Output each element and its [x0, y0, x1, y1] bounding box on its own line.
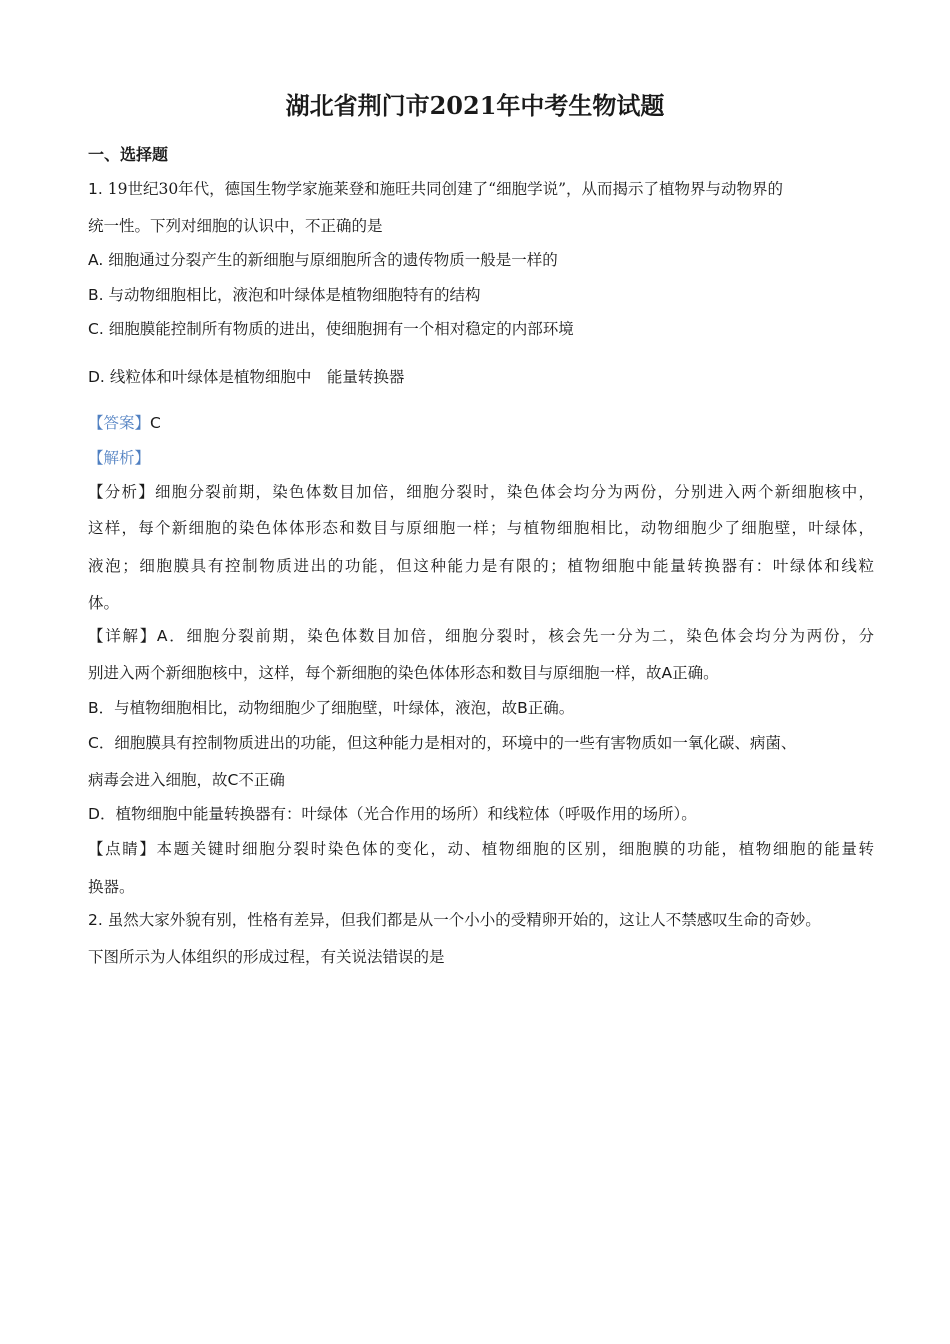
fenxi-line1 — [88, 481, 874, 503]
xiangjie-c-text1: ．细胞膜具有控制物质进出的功能，但这种能力是相对的，环境中的一些有害物质如一氧化碳、病菌、 — [98, 734, 797, 752]
xiangjie-a-letter: A — [156, 627, 168, 645]
q2-stem-line1 — [88, 909, 888, 931]
q1-stem-text1: 19世纪30年代，德国生物学家施莱登和施旺共同创建了“细胞学说”，从而揭示了植物界与动物界的 — [107, 180, 784, 198]
xiangjie-b-text: ．与植物细胞相比，动物细胞少了细胞壁，叶绿体，液泡，故 — [98, 699, 518, 717]
xiangjie-d-text: ．植物细胞中能量转换器有：叶绿体（光合作用的场所）和线粒体（呼吸作用的场所）。 — [99, 805, 697, 823]
fenxi-label: 【分析】 — [88, 483, 155, 501]
section-heading: 一、选择题 — [88, 145, 169, 164]
dianjing-line1 — [88, 838, 874, 860]
q2-stem-line2: 下图所示为人体组织的形成过程，有关说法错误的是 — [88, 948, 445, 966]
q2-stem-text1: 虽然大家外貌有别，性格有差异，但我们都是从一个小小的受精卵开始的，这让人不禁感叹生命的奇妙。 — [107, 911, 821, 929]
dianjing-label: 【点睛】 — [88, 840, 157, 858]
answer-label: 【答案】 — [88, 414, 151, 432]
xiangjie-c-text3: 不正确 — [238, 771, 285, 789]
xiangjie-label: 【详解】 — [88, 627, 157, 645]
xiangjie-d-letter: D — [88, 805, 100, 823]
option-text: 与动物细胞相比，液泡和叶绿体是植物细胞特有的结构 — [108, 286, 481, 304]
xiangjie-c-line2 — [88, 769, 888, 791]
xiangjie-d-line — [88, 803, 888, 825]
xiangjie-a-letter2: A — [661, 664, 673, 682]
xiangjie-b-letter2: B — [517, 699, 528, 717]
q1-number: 1. — [88, 180, 103, 198]
q1-option-d — [88, 366, 888, 388]
fenxi-line4: 体。 — [88, 594, 120, 612]
xiangjie-c-text2: 病毒会进入细胞，故 — [88, 771, 228, 789]
option-letter: A. — [88, 251, 104, 269]
option-letter: D. — [88, 368, 105, 386]
xiangjie-c-letter2: C — [227, 771, 239, 789]
xiangjie-line2 — [88, 662, 888, 684]
answer-line — [88, 412, 888, 434]
xiangjie-b-text2: 正确。 — [527, 699, 575, 717]
fenxi-line3: 液泡；细胞膜具有控制物质进出的功能，但这种能力是有限的；植物细胞中能量转换器有：叶绿体和线粒 — [88, 557, 874, 575]
q1-option-b — [88, 284, 888, 306]
xiangjie-line1 — [88, 625, 874, 647]
fenxi-text1: 细胞分裂前期，染色体数目加倍，细胞分裂时，染色体会均分为两份，分别进入两个新细胞核中， — [155, 483, 874, 501]
q1-option-c — [88, 318, 888, 340]
fenxi-line2: 这样，每个新细胞的染色体体形态和数目与原细胞一样；与植物细胞相比，动物细胞少了细胞壁，叶绿体， — [88, 519, 874, 537]
dianjing-line2: 换器。 — [88, 878, 135, 896]
xiangjie-a-text1: ．细胞分裂前期，染色体数目加倍，细胞分裂时，核会先一分为二，染色体会均分为两份，分 — [167, 627, 874, 645]
q1-stem-line2: 统一性。下列对细胞的认识中，不正确的是 — [88, 217, 383, 235]
xiangjie-b-letter: B — [88, 699, 99, 717]
q1-stem-line1 — [88, 178, 888, 200]
page-title: 湖北省荆门市2021年中考生物试题 — [285, 91, 665, 120]
xiangjie-c-line1 — [88, 732, 888, 754]
xiangjie-c-letter: C — [88, 734, 99, 752]
option-text: 细胞膜能控制所有物质的进出，使细胞拥有一个相对稳定的内部环境 — [108, 320, 574, 338]
dianjing-text1: 本题关键时细胞分裂时染色体的变化，动、植物细胞的区别，细胞膜的功能，植物细胞的能量转 — [156, 840, 874, 858]
xiangjie-a-text2: 别进入两个新细胞核中，这样，每个新细胞的染色体体形态和数目与原细胞一样，故 — [88, 664, 662, 682]
answer-value: C — [150, 414, 161, 432]
option-text: 细胞通过分裂产生的新细胞与原细胞所含的遗传物质一般是一样的 — [108, 251, 558, 269]
option-text: 线粒体和叶绿体是植物细胞中 能量转换器 — [109, 368, 405, 386]
option-letter: C. — [88, 320, 104, 338]
option-letter: B. — [88, 286, 104, 304]
analysis-label: 【解析】 — [88, 449, 151, 467]
xiangjie-b-line — [88, 697, 888, 719]
q2-number: 2. — [88, 911, 103, 929]
q1-option-a — [88, 249, 888, 271]
xiangjie-a-text3: 正确。 — [672, 664, 719, 682]
